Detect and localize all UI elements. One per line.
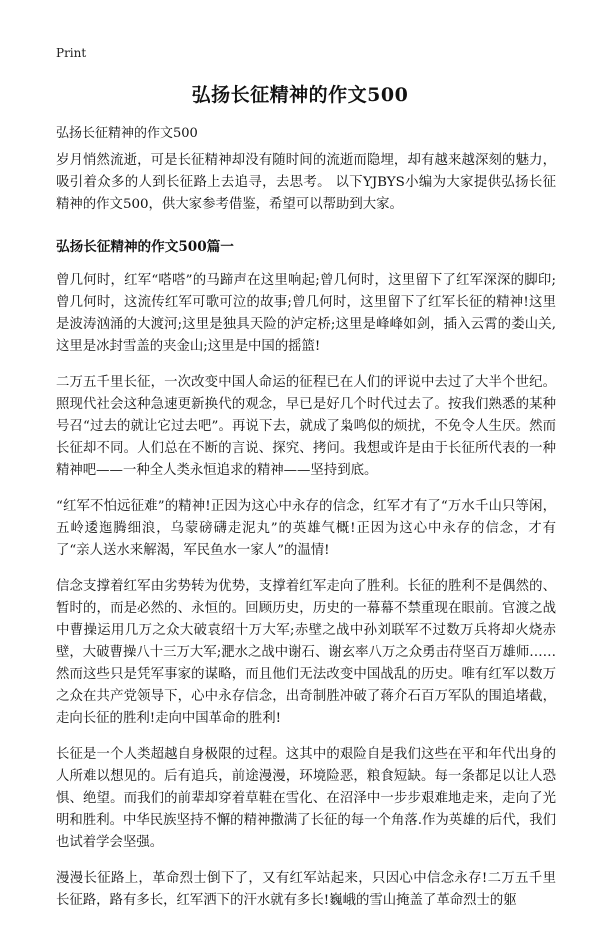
paragraph-4: 信念支撑着红军由劣势转为优势，支撑着红军走向了胜利。长征的胜利不是偶然的、暂时的，而是必然的、永恒的。回顾历史，历史的一幕幕不禁重现在眼前。官渡之战中曹操运用几万之众大破袁绍十万大军;赤壁之战中孙刘联军不过数万兵将却火烧赤壁，大破曹操八十三万大军;淝水之战中谢石、谢玄率八万之众勇击苻坚百万雄师……然而这些只是凭军事家的谋略，而且他们无法改变中国战乱的历史。唯有红军以数万之众在共产党领导下，心中永存信念，出奇制胜冲破了蒋介石百万军队的围追堵截，走向长征的胜利!走向中国革命的胜利!: [56, 579, 556, 726]
article-body: [56, 150, 556, 926]
paragraph-1: 曾几何时，红军“嗒嗒”的马蹄声在这里响起;曾几何时，这里留下了红军深深的脚印;曾几何时，这流传红军可歌可泣的故事;曾几何时，这里留下了红军长征的精神!这里是波涛汹涌的大渡河;这里是独具天险的泸定桥;这里是峰峰如剑，插入云霄的娄山关,这里是冰封雪盖的夹金山;这里是中国的摇篮!: [56, 273, 556, 354]
intro-paragraph: 岁月悄然流逝，可是长征精神却没有随时间的流逝而隐埋，却有越来越深刻的魅力，吸引着众多的人到长征路上去追寻，去思考。 以下YJBYS小编为大家提供弘扬长征精神的作文500，供大家参考借鉴，希望可以帮助到大家。: [56, 153, 556, 212]
paragraph-2: 二万五千里长征，一次改变中国人命运的征程已在人们的评说中去过了大半个世纪。照现代社会这种急速更新换代的观念，早已是好几个时代过去了。按我们熟悉的某种号召“过去的就让它过去吧”。再说下去，就成了枭鸣似的烦扰，不免令人生厌。然而长征却不同。人们总在不断的言说、探究、拷问。我想或许是由于长征所代表的一种精神吧——一种全人类永恒追求的精神——坚持到底。: [56, 375, 556, 478]
page-title: 弘扬长征精神的作文500: [191, 84, 409, 106]
paragraph-6: 漫漫长征路上，革命烈士倒下了，又有红军站起来，只因心中信念永存!二万五千里长征路，路有多长，红军洒下的汗水就有多长!巍峨的雪山掩盖了革命烈士的躯: [56, 871, 556, 908]
paragraph-3: “红军不怕远征难”的精神!正因为这心中永存的信念，红军才有了“万水千山只等闲，五岭逶迤腾细浪，乌蒙磅礴走泥丸”的英雄气概!正因为这心中永存的信念，才有了“亲人送水来解渴，军民鱼水一家人”的温情!: [56, 499, 556, 558]
document-subtitle: 弘扬长征精神的作文500: [56, 126, 198, 141]
paragraph-5: 长征是一个人类超越自身极限的过程。这其中的艰险自是我们这些在平和年代出身的人所难以想见的。后有追兵，前途漫漫，环境险恶，粮食短缺。每一条都足以让人恐惧、绝望。而我们的前辈却穿着草鞋在雪化、在沼泽中一步步艰难地走来，走向了光明和胜利。中华民族坚持不懈的精神撒满了长征的每一个角落.作为英雄的后代，我们也试着学会坚强。: [56, 747, 556, 850]
print-label: Print: [56, 46, 87, 60]
section-heading: 弘扬长征精神的作文500篇一: [56, 239, 234, 255]
